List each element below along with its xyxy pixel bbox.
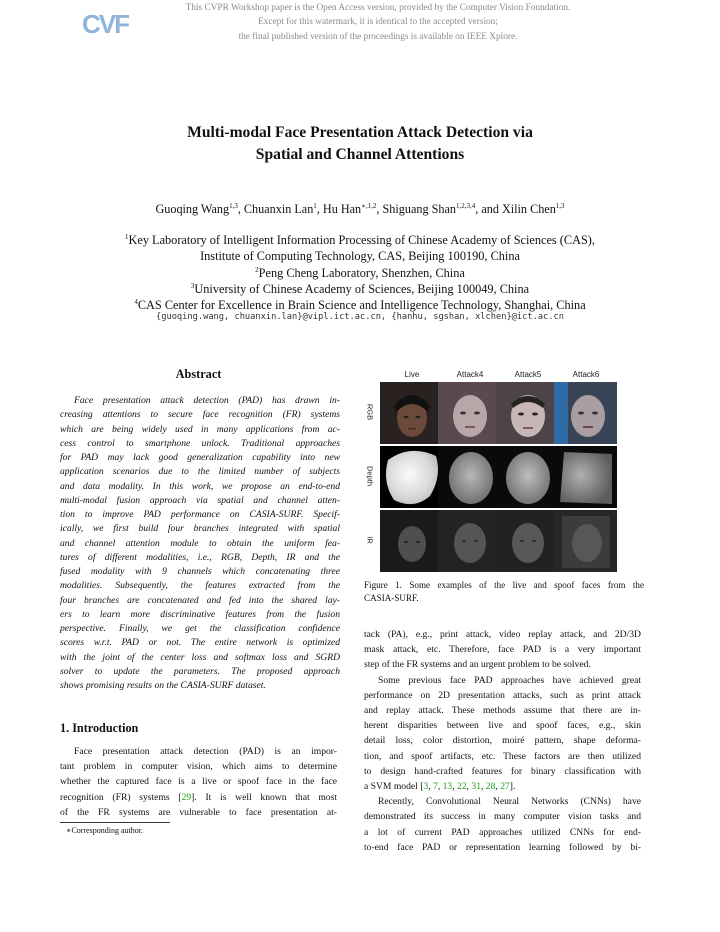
text-line: a SVM model [3, 7, 13, 22, 31, 28, 27].: [364, 781, 516, 793]
abstract-line: cess control to smartphone unlock. Traditional approaches: [60, 437, 340, 449]
affiliation-mark: 4: [134, 298, 138, 307]
abstract-line: modalities. Subsequently, the features extracted from the: [60, 580, 340, 592]
column-label-live: Live: [404, 370, 420, 379]
figure-caption: [364, 579, 644, 606]
affiliation-list: [40, 232, 680, 313]
watermark-line: the final published version of the proceedings is available on IEEE Xplore.: [238, 31, 518, 42]
face-image-live-ir: [380, 510, 443, 572]
face-image-attack4-ir: [438, 510, 501, 572]
face-image-attack6-ir: [554, 510, 617, 572]
text-fragment: ]. It is well known that most: [191, 791, 338, 803]
column-label-attack4: Attack4: [456, 370, 484, 379]
column-label-attack6: Attack6: [572, 370, 600, 379]
text-line: detail loss, color distortion, moiré pattern, shape deforma-: [364, 735, 641, 747]
author-affiliation-mark: ∗,1,2: [361, 202, 377, 210]
text-line: step of the FR systems and an urgent problem to be solved.: [364, 659, 591, 671]
citation-link[interactable]: 27: [500, 781, 510, 793]
section-heading-introduction: 1. Introduction: [60, 721, 139, 735]
abstract-line: tion to improve PAD performance on CASIA-SURF. Specif-: [60, 509, 340, 520]
face-image-attack6-rgb: [554, 382, 617, 444]
author-affiliation-mark: 1: [313, 202, 317, 210]
face-image-attack4-rgb: [438, 382, 501, 444]
text-line: Face presentation attack detection (PAD) is an impor-: [74, 746, 337, 757]
abstract-line: four branches are concatenated and fed into the shared lay-: [60, 594, 340, 606]
caption-line: CASIA-SURF.: [364, 593, 419, 604]
text-line: tack (PA), e.g., print attack, video replay attack, and 2D/3D: [364, 629, 641, 640]
svg-text:CVF: CVF: [82, 9, 128, 37]
citation-link[interactable]: 13: [442, 781, 453, 793]
text-fragment: recognition (FR) systems [: [60, 791, 182, 803]
abstract-line: with the joint of the center loss and softmax loss and SGRD: [60, 651, 340, 663]
abstract-line: ically, we first build four branches integrated with spatial: [60, 523, 340, 535]
face-image-attack5-ir: [496, 510, 559, 572]
abstract-line: solver to update the parameters. The proposed approach: [60, 665, 340, 677]
abstract-line: application scenarios due to the limited number of subjects: [60, 466, 340, 478]
author-list: Guoqing Wang$^{1,3}$, Chuanxin Lan$^1$, Hu Han$^{∗,1,2}$, Shiguang Shan$^{1,2,3,4}$, and Xilin Chen$^{1,3}$: [155, 202, 565, 216]
text-line: tion, and spoof artifacts, etc. These factors are then utilized: [364, 750, 641, 762]
affiliation-line: $^1$Key Laboratory of Intelligent Information Processing of Chinese Academy of Sciences (CAS),: [125, 233, 595, 247]
abstract-line: Face presentation attack detection (PAD) has drawn in-: [74, 395, 340, 406]
text-line: whether the captured face is a live or spoof face in the face: [60, 776, 337, 788]
abstract-line: and data modality. In this work, we propose an end-to-end: [60, 480, 340, 492]
text-line: to-end face PAD or representation learning followed by bi-: [364, 841, 641, 853]
author-emails: {guoqing.wang, chuanxin.lan}@vipl.ict.ac.cn, {hanhu, sgshan, xlchen}@ict.ac.cn: [156, 312, 564, 322]
face-image-attack6-depth: [554, 446, 617, 508]
abstract-line: and channel attention module to obtain the uniform fea-: [60, 537, 340, 549]
abstract-heading: Abstract: [175, 367, 222, 381]
text-fragment: a SVM model [: [364, 781, 424, 793]
watermark-line: This CVPR Workshop paper is the Open Access version, provided by the Computer Vision Foundation.: [185, 3, 571, 13]
abstract-line: shows promising results on the CASIA-SURF dataset.: [60, 680, 266, 691]
abstract-line: tures of different modalities, i.e., RGB, Depth, IR and the: [60, 551, 340, 563]
caption-line: Figure 1. Some examples of the live and spoof faces from the: [364, 580, 644, 590]
author-affiliation-mark: 1,2,3,4: [455, 202, 476, 210]
column-label-attack5: Attack5: [514, 370, 542, 379]
face-image-attack5-depth: [496, 446, 559, 508]
author-affiliation-mark: 1,3: [555, 202, 565, 210]
abstract-line: scores w.r.t. PAD or not. The entire network is optimized: [60, 637, 340, 649]
abstract-line: perspective. Finally, we get the classification confidence: [60, 623, 340, 634]
affiliation-line: $^4$CAS Center for Excellence in Brain Science and Intelligence Technology, Shanghai, China: [134, 298, 586, 313]
citation-link[interactable]: 29: [181, 791, 192, 803]
text-line: performance on 2D presentation attacks, such as print attack: [364, 689, 641, 701]
abstract-line: ers to learn more discriminative features from the fusion: [60, 608, 340, 620]
text-line: herent disparities between live and spoof faces, e.g., skin: [364, 720, 641, 732]
figure-1: [364, 366, 644, 570]
text-line: a lot of current PAD approaches utilized CNNs for end-: [364, 826, 641, 838]
row-label-ir: IR: [365, 536, 375, 544]
footnote: ∗Corresponding author.: [66, 826, 143, 835]
author-name: Hu Han: [322, 202, 362, 216]
text-line: Recently, Convolutional Neural Networks (CNNs) have: [378, 796, 641, 808]
text-line: to design hand-crafted features for binary classification with: [364, 765, 641, 777]
citation-link[interactable]: 7: [433, 781, 438, 793]
author-name: Xilin Chen: [501, 202, 556, 216]
face-image-live-depth: [380, 446, 443, 508]
text-line: [60, 790, 337, 805]
author-name: Guoqing Wang: [155, 202, 230, 216]
abstract-line: fused modality with 9 channels which concatenating three: [60, 566, 340, 577]
row-label-rgb: RGB: [365, 403, 375, 421]
affiliation-mark: 1: [125, 233, 129, 241]
text-line: of the FR systems are vulnerable to face presentation at-: [60, 806, 337, 818]
affiliation-line: Institute of Computing Technology, CAS, Beijing 100190, China: [200, 249, 520, 264]
author-name: Shiguang Shan: [382, 202, 456, 216]
affiliation-mark: 3: [190, 281, 195, 290]
row-label-depth: Depth: [365, 465, 375, 487]
face-image-attack4-depth: [438, 446, 501, 508]
abstract-body: [60, 394, 340, 693]
text-line: tant problem in computer vision, which aims to determine: [60, 761, 337, 773]
citation-link[interactable]: 28: [485, 781, 496, 793]
affiliation-line: $^3$University of Chinese Academy of Sciences, Beijing 100049, China: [190, 281, 530, 296]
title-line: Multi-modal Face Presentation Attack Detection via: [187, 124, 533, 141]
introduction-body: [60, 744, 337, 820]
watermark-notice: [120, 1, 636, 44]
title-line: Spatial and Channel Attentions: [255, 146, 465, 163]
text-line: mask attack, etc. Therefore, face PAD is a very important: [364, 644, 641, 656]
face-image-live-rgb: [380, 382, 443, 444]
abstract-line: creasing attentions to secure face recognition (FR) systems: [60, 409, 340, 421]
footnote-rule: [60, 822, 170, 823]
abstract-line: which are being widely used in many applications from ac-: [60, 423, 340, 435]
affiliation-line: $^2$Peng Cheng Laboratory, Shenzhen, China: [255, 265, 465, 280]
author-affiliation-mark: 1,3: [229, 202, 238, 210]
watermark-line: Except for this watermark, it is identical to the accepted version;: [258, 17, 498, 28]
text-line: Some previous face PAD approaches have achieved great: [378, 674, 641, 686]
text-line: demonstrated its success in many computer vision tasks and: [364, 811, 641, 823]
right-column-body: [364, 627, 641, 855]
citation-link[interactable]: 31: [471, 781, 481, 793]
citation-link[interactable]: 3: [423, 781, 429, 793]
citation-link[interactable]: 22: [457, 781, 467, 793]
paper-title: [60, 122, 660, 166]
affiliation-mark: 2: [255, 265, 259, 274]
abstract-line: for PAD may lack good generalization capability into new: [60, 452, 340, 463]
author-name: Chuanxin Lan: [243, 202, 314, 216]
text-line: and replay attack. These methods assume that there are in-: [364, 705, 641, 717]
face-image-attack5-rgb: [496, 382, 559, 444]
abstract-line: multi-modal fusion approach via spatial and channel atten-: [60, 494, 340, 506]
